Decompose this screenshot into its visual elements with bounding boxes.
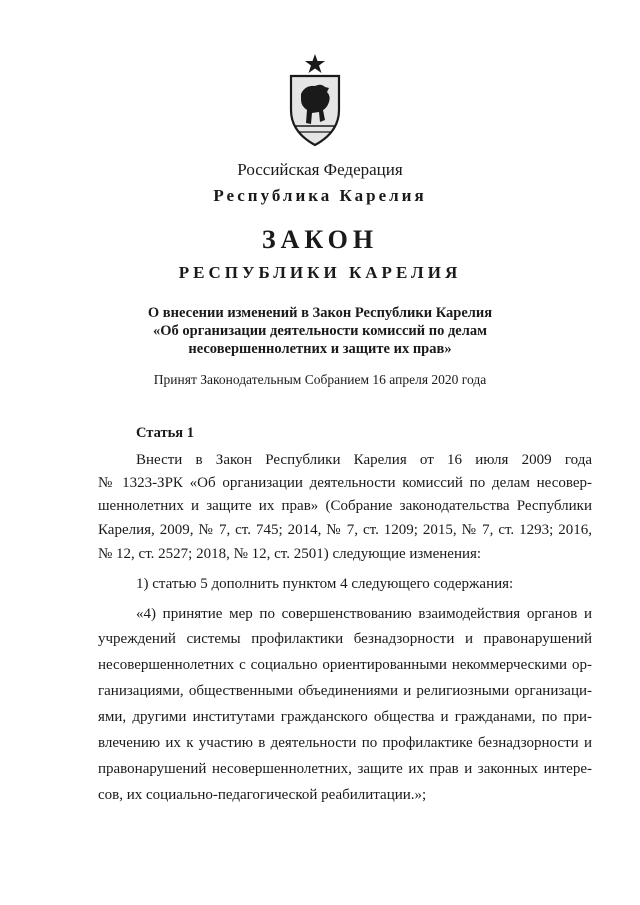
body-text-line: Внести в Закон Республики Карелия от 16 июля 2009 года [136,452,592,468]
country-name: Российская Федерация [237,160,403,179]
body-text-line: сов, их социально-педагогической реабилитации.»; [98,787,427,803]
body-text-line: ганизациями, общественными объединениями и религиозными организаци- [98,683,592,699]
body-text-line: несовершеннолетних с социально ориентированными некоммерческими ор- [98,657,592,673]
body-text-line: влечению их к участию в деятельности по профилактике безнадзорности и [98,735,592,751]
law-title-line: несовершеннолетних и защите их прав» [188,341,452,357]
body-text-line: № 12, ст. 2527; 2018, № 12, ст. 2501) следующие изменения: [98,546,482,562]
body-text-line: учреждений системы профилактики безнадзорности и правонарушений [98,631,592,647]
document-type: ЗАКОН [261,225,379,254]
star-icon [305,54,325,73]
law-title-line: О внесении изменений в Закон Республики Карелия [147,305,493,321]
article-heading: Статья 1 [136,425,194,441]
republic-name: Республика Карелия [213,186,427,205]
body-text-line: ями, другими институтами гражданского общества и гражданами, по при- [98,709,592,725]
body-text-line: правонарушений несовершеннолетних, защите их прав и законных интере- [98,761,592,777]
document-type-subtitle: РЕСПУБЛИКИ КАРЕЛИЯ [178,263,462,282]
law-title-line: «Об организации деятельности комиссий по делам [153,323,487,339]
coat-of-arms-emblem [285,52,345,148]
body-text-line: шеннолетних и защите их прав» (Собрание законодательства Республики [98,498,592,514]
body-text-line: Карелия, 2009, № 7, ст. 745; 2014, № 7, ст. 1209; 2015, № 7, ст. 1293; 2016, [98,522,592,538]
body-text-line: № 1323-ЗРК «Об организации деятельности комиссий по делам несовер- [98,475,592,491]
body-text-line: «4) принятие мер по совершенствованию взаимодействия органов и [136,606,592,622]
body-text-line: 1) статью 5 дополнить пунктом 4 следующего содержания: [136,576,514,592]
adoption-note: Принят Законодательным Собранием 16 апреля 2020 года [153,372,487,387]
